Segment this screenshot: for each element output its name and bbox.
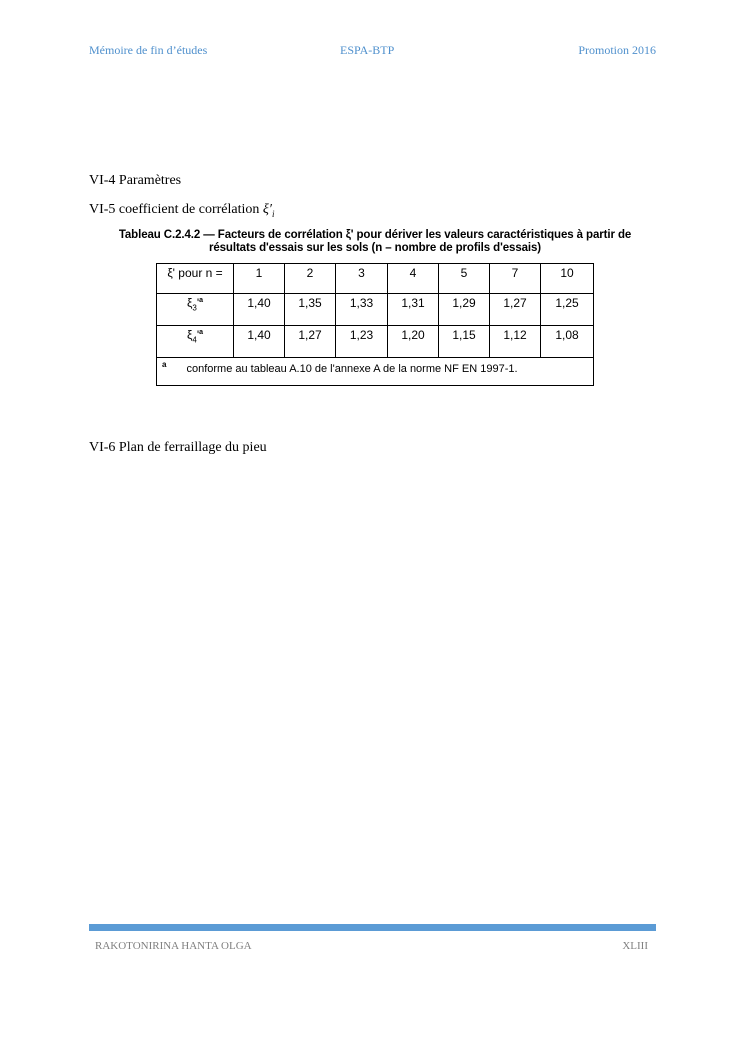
table-header-cell: 10: [541, 264, 594, 294]
header-thesis-label: Mémoire de fin d’études: [89, 43, 208, 57]
row-symbol: ξ: [186, 296, 193, 310]
table-cell: 1,20: [388, 326, 439, 358]
footer-divider-bar: [89, 924, 656, 931]
table-footnote-row: [157, 358, 594, 386]
footer-page-number: XLIII: [622, 940, 648, 952]
row-subscript: 4: [192, 335, 197, 345]
table-footnote: [157, 358, 594, 386]
row-prime: ': [196, 296, 200, 310]
row-prime: ': [196, 328, 200, 342]
table-cell: 1,08: [541, 326, 594, 358]
page-header: [89, 43, 656, 59]
table-header-cell: 4: [388, 264, 439, 294]
footnote-mark: a: [162, 360, 167, 369]
table-cell: 1,27: [490, 294, 541, 326]
table-cell: 1,29: [439, 294, 490, 326]
correlation-table: [156, 263, 594, 386]
xi-symbol-glyph: ξ′: [262, 202, 272, 217]
row-note-mark: a: [199, 329, 204, 336]
table-header-label: ξ' pour n =: [157, 264, 234, 294]
table-cell: 1,15: [439, 326, 490, 358]
row-label-xi4: [157, 326, 234, 358]
table-cell: 1,23: [336, 326, 388, 358]
table-title-line-1: Tableau C.2.4.2 — Facteurs de corrélation ξ' pour dériver les valeurs caractéristiques à partir de: [118, 229, 632, 241]
row-label-xi3: [157, 294, 234, 326]
table-cell: 1,40: [234, 326, 285, 358]
table-cell: 1,12: [490, 326, 541, 358]
header-promotion: Promotion 2016: [578, 43, 656, 57]
xi-subscript: i: [271, 208, 275, 219]
header-school: ESPA-BTP: [340, 43, 395, 57]
xi-symbol: [263, 202, 275, 217]
row-note-mark: a: [199, 297, 204, 304]
table-title-line-2: résultats d'essais sur les sols (n – nombre de profils d'essais): [208, 242, 542, 254]
table-cell: 1,33: [336, 294, 388, 326]
section-heading-ferraillage: VI-6 Plan de ferraillage du pieu: [89, 440, 267, 455]
table-row-xi3: [157, 294, 594, 326]
table-header-cell: 7: [490, 264, 541, 294]
row-subscript: 3: [192, 303, 197, 313]
table-header-cell: 5: [439, 264, 490, 294]
table-cell: 1,31: [388, 294, 439, 326]
table-title: [90, 229, 660, 255]
table-cell: 1,25: [541, 294, 594, 326]
table-header-cell: 3: [336, 264, 388, 294]
section-heading-parametres: VI-4 Paramètres: [89, 173, 182, 188]
table-cell: 1,35: [285, 294, 336, 326]
table-cell: 1,40: [234, 294, 285, 326]
table-header-cell: 2: [285, 264, 336, 294]
section-heading-correlation: [89, 202, 274, 219]
row-symbol: ξ: [186, 328, 193, 342]
section-heading-correlation-text: VI-5 coefficient de corrélation: [89, 202, 260, 217]
table-row-xi4: [157, 326, 594, 358]
footnote-text: conforme au tableau A.10 de l'annexe A de la norme NF EN 1997-1.: [186, 362, 518, 375]
table-header-row: [157, 264, 594, 294]
footer-author: RAKOTONIRINA HANTA OLGA: [95, 940, 252, 952]
table-cell: 1,27: [285, 326, 336, 358]
table-header-cell: 1: [234, 264, 285, 294]
